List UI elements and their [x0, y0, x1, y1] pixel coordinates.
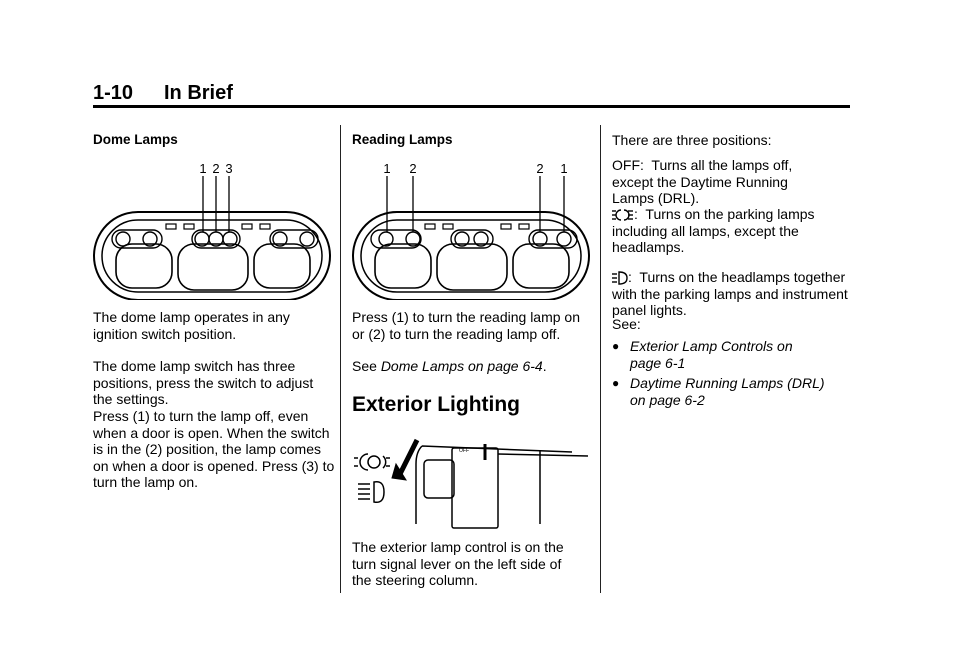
positions-intro: There are three positions:	[612, 132, 772, 148]
headlamp-colon: :	[628, 269, 632, 285]
reading-callout-1-left: 1	[383, 161, 391, 176]
exterior-lighting-heading: Exterior Lighting	[352, 393, 520, 416]
off-description: Turns all the lamps off, except the Daytime Running Lamps (DRL).	[612, 157, 793, 206]
header-rule	[93, 105, 850, 108]
bullet-dot: ●	[612, 376, 620, 390]
bullet-dot: ●	[612, 339, 620, 353]
parking-lamp-icon-left	[354, 454, 390, 470]
page-header	[93, 82, 850, 104]
headlamp-icon-left	[358, 482, 384, 503]
off-label: OFF:	[612, 157, 644, 173]
reading-lamps-heading: Reading Lamps	[352, 132, 453, 147]
reference-line-1: Daytime Running Lamps (DRL)	[630, 375, 825, 391]
dome-paragraph-2: The dome lamp switch has three positions, press the switch to adjust the settings.	[93, 358, 314, 407]
parking-lamp-icon	[612, 208, 634, 222]
dome-callout-1: 1	[199, 161, 207, 176]
see-label: See:	[612, 316, 641, 332]
reading-callout-1-right: 1	[560, 161, 568, 176]
dome-lamps-heading: Dome Lamps	[93, 132, 178, 147]
reference-line-1: Exterior Lamp Controls on	[630, 338, 793, 354]
reading-lamp-illustration	[351, 160, 593, 300]
column-divider-1	[340, 125, 341, 593]
position-off	[612, 157, 822, 207]
reference-line-2: on page 6-2	[630, 391, 705, 408]
dome-paragraph-3: Press (1) to turn the lamp off, even when a door is open. When the switch is in the (2) position, the lamp comes on when a door is opened. Press (3) to turn the lamp on.	[93, 408, 335, 490]
dome-lamps-link[interactable]: Dome Lamps on page 6-4	[380, 358, 543, 374]
chapter-title: In Brief	[164, 82, 233, 104]
page-number: 1-10	[93, 82, 134, 104]
lever-off-label: OFF	[459, 448, 469, 454]
reading-see-reference	[352, 358, 592, 375]
position-parking	[612, 206, 837, 256]
exterior-lamp-lever-illustration	[352, 434, 592, 534]
parking-description: Turns on the parking lamps including all lamps, except the headlamps.	[612, 206, 815, 255]
headlamp-description: Turns on the headlamps together with the parking lamps and instrument panel lights.	[612, 269, 848, 318]
parking-colon: :	[634, 206, 638, 222]
reference-line-2: page 6-1	[630, 354, 686, 371]
dome-callout-2: 2	[212, 161, 220, 176]
position-headlamp	[612, 269, 852, 319]
reading-paragraph: Press (1) to turn the reading lamp on or (2) to turn the reading lamp off.	[352, 309, 581, 342]
exterior-paragraph: The exterior lamp control is on the turn signal lever on the left side of the steering column.	[352, 539, 564, 588]
see-prefix: See	[352, 358, 381, 374]
see-suffix: .	[542, 358, 547, 374]
dome-callout-3: 3	[225, 161, 233, 176]
reading-callout-2-right: 2	[536, 161, 544, 176]
dome-lamp-illustration	[92, 160, 334, 300]
reading-callout-2-left: 2	[409, 161, 417, 176]
headlamp-icon	[612, 271, 628, 285]
column-divider-2	[600, 125, 601, 593]
dome-paragraph-1: The dome lamp operates in any ignition switch position.	[93, 309, 290, 342]
